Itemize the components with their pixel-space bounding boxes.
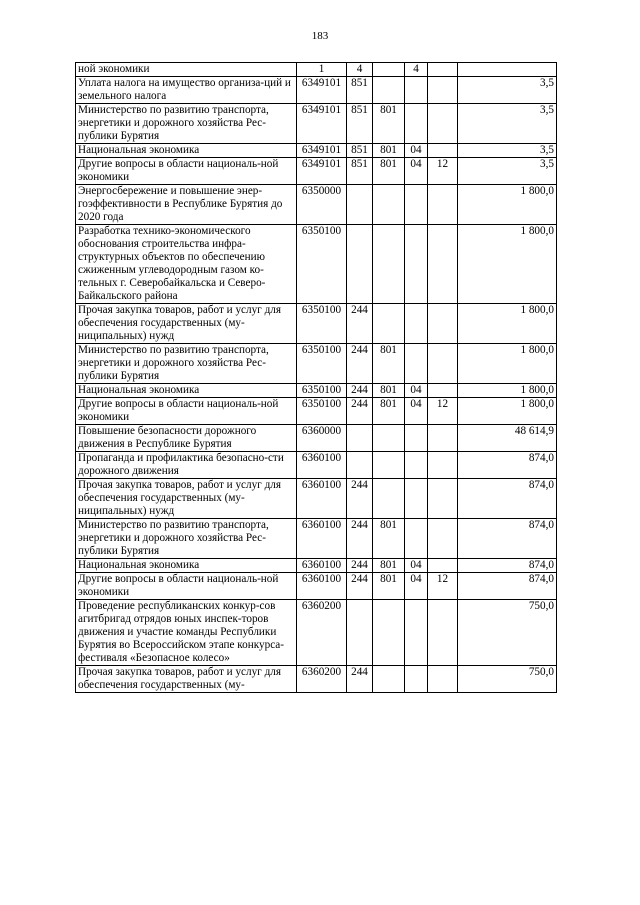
- cell-target-article: 6350000: [297, 185, 347, 225]
- cell-target-article: 6350100: [297, 398, 347, 425]
- cell-subsection: 12: [428, 398, 458, 425]
- cell-target-article: 6360000: [297, 425, 347, 452]
- cell-expense-type: [347, 225, 373, 304]
- cell-ministry-code: 801: [373, 104, 405, 144]
- cell-amount: 1 800,0: [458, 344, 557, 384]
- cell-expense-type: 244: [347, 398, 373, 425]
- cell-expense-type: 244: [347, 559, 373, 573]
- table-row: [76, 77, 557, 104]
- cell-ministry-code: [373, 63, 405, 77]
- cell-target-article: 6349101: [297, 77, 347, 104]
- cell-section: 04: [405, 559, 428, 573]
- cell-section: [405, 425, 428, 452]
- cell-name: Министерство по развитию транспорта, энергетики и дорожного хозяйства Рес-публики Бурятия: [76, 519, 297, 559]
- cell-target-article: 6349101: [297, 158, 347, 185]
- cell-name: Пропаганда и профилактика безопасно-сти дорожного движения: [76, 452, 297, 479]
- cell-subsection: [428, 600, 458, 666]
- cell-amount: 874,0: [458, 573, 557, 600]
- table-row: [76, 573, 557, 600]
- cell-subsection: [428, 225, 458, 304]
- cell-ministry-code: [373, 225, 405, 304]
- cell-expense-type: 244: [347, 479, 373, 519]
- cell-target-article: 6360100: [297, 519, 347, 559]
- cell-subsection: [428, 104, 458, 144]
- cell-section: [405, 666, 428, 693]
- cell-expense-type: [347, 600, 373, 666]
- cell-name: Проведение республиканских конкур-сов агитбригад отрядов юных инспек-торов движения и участие команды Республики Бурятия во Всероссийском этапе конкурса-фестиваля «Безопасное колесо»: [76, 600, 297, 666]
- cell-target-article: 6349101: [297, 104, 347, 144]
- cell-ministry-code: 801: [373, 344, 405, 384]
- cell-target-article: 6350100: [297, 304, 347, 344]
- cell-ministry-code: [373, 479, 405, 519]
- cell-expense-type: 244: [347, 519, 373, 559]
- cell-ministry-code: 801: [373, 519, 405, 559]
- table-row: [76, 185, 557, 225]
- cell-amount: 1 800,0: [458, 304, 557, 344]
- cell-subsection: [428, 185, 458, 225]
- cell-name: Министерство по развитию транспорта, энергетики и дорожного хозяйства Рес-публики Бурятия: [76, 104, 297, 144]
- cell-amount: 874,0: [458, 519, 557, 559]
- cell-amount: 874,0: [458, 479, 557, 519]
- cell-ministry-code: [373, 600, 405, 666]
- cell-section: [405, 452, 428, 479]
- cell-amount: 1 800,0: [458, 398, 557, 425]
- cell-ministry-code: [373, 304, 405, 344]
- cell-expense-type: 244: [347, 344, 373, 384]
- cell-ministry-code: 801: [373, 398, 405, 425]
- cell-name: Национальная экономика: [76, 559, 297, 573]
- cell-subsection: [428, 479, 458, 519]
- cell-expense-type: 851: [347, 144, 373, 158]
- cell-amount: 1 800,0: [458, 225, 557, 304]
- table-row: [76, 225, 557, 304]
- cell-ministry-code: 801: [373, 559, 405, 573]
- cell-section: 04: [405, 384, 428, 398]
- table-row: [76, 479, 557, 519]
- cell-ministry-code: [373, 185, 405, 225]
- cell-target-article: 6360100: [297, 452, 347, 479]
- cell-name: ной экономики: [76, 63, 297, 77]
- cell-name: Разработка технико-экономического обоснования строительства инфра-структурных объектов по обеспечению сжиженным углеводородным газом ко-тельных г. Северобайкальска и Северо-Байкальского района: [76, 225, 297, 304]
- cell-name: Прочая закупка товаров, работ и услуг для обеспечения государственных (му-: [76, 666, 297, 693]
- cell-section: [405, 344, 428, 384]
- cell-name: Другие вопросы в области националь-ной экономики: [76, 573, 297, 600]
- cell-section: [405, 600, 428, 666]
- cell-section: [405, 225, 428, 304]
- cell-subsection: [428, 666, 458, 693]
- cell-section: [405, 479, 428, 519]
- cell-ministry-code: 801: [373, 158, 405, 185]
- table-row: [76, 384, 557, 398]
- table-row: [76, 666, 557, 693]
- cell-amount: 874,0: [458, 559, 557, 573]
- cell-target-article: 6350100: [297, 225, 347, 304]
- cell-section: [405, 104, 428, 144]
- cell-subsection: 12: [428, 158, 458, 185]
- cell-section: 04: [405, 398, 428, 425]
- cell-target-article: 6350100: [297, 384, 347, 398]
- cell-amount: 3,5: [458, 104, 557, 144]
- cell-section: [405, 519, 428, 559]
- cell-name: Прочая закупка товаров, работ и услуг для обеспечения государственных (му-ниципальных) нужд: [76, 304, 297, 344]
- cell-expense-type: 244: [347, 384, 373, 398]
- cell-name: Другие вопросы в области националь-ной экономики: [76, 158, 297, 185]
- table-row: [76, 304, 557, 344]
- table-row: [76, 452, 557, 479]
- cell-name: Национальная экономика: [76, 144, 297, 158]
- cell-ministry-code: [373, 452, 405, 479]
- cell-target-article: 6360100: [297, 573, 347, 600]
- cell-amount: 750,0: [458, 600, 557, 666]
- cell-subsection: [428, 559, 458, 573]
- cell-expense-type: 851: [347, 158, 373, 185]
- table-row: [76, 425, 557, 452]
- cell-amount: 750,0: [458, 666, 557, 693]
- cell-name: Энергосбережение и повышение энер-гоэффективности в Республике Бурятия до 2020 года: [76, 185, 297, 225]
- budget-table: [75, 62, 557, 693]
- cell-name: Министерство по развитию транспорта, энергетики и дорожного хозяйства Рес-публики Бурятия: [76, 344, 297, 384]
- cell-amount: 3,5: [458, 77, 557, 104]
- table-row: [76, 63, 557, 77]
- table-row: [76, 158, 557, 185]
- cell-expense-type: [347, 452, 373, 479]
- cell-ministry-code: 801: [373, 573, 405, 600]
- table-body: [76, 63, 557, 693]
- cell-expense-type: 244: [347, 666, 373, 693]
- cell-section: 4: [405, 63, 428, 77]
- cell-amount: 1 800,0: [458, 384, 557, 398]
- cell-expense-type: 244: [347, 304, 373, 344]
- cell-subsection: [428, 63, 458, 77]
- cell-name: Повышение безопасности дорожного движения в Республике Бурятия: [76, 425, 297, 452]
- cell-section: 04: [405, 573, 428, 600]
- cell-target-article: 6360100: [297, 559, 347, 573]
- table-row: [76, 600, 557, 666]
- cell-target-article: 6360200: [297, 600, 347, 666]
- cell-subsection: [428, 452, 458, 479]
- cell-amount: [458, 63, 557, 77]
- table-row: [76, 398, 557, 425]
- cell-expense-type: 4: [347, 63, 373, 77]
- cell-name: Прочая закупка товаров, работ и услуг для обеспечения государственных (му-ниципальных) нужд: [76, 479, 297, 519]
- cell-amount: 48 614,9: [458, 425, 557, 452]
- cell-subsection: [428, 144, 458, 158]
- cell-section: 04: [405, 144, 428, 158]
- cell-ministry-code: 801: [373, 144, 405, 158]
- cell-target-article: 6360200: [297, 666, 347, 693]
- cell-subsection: [428, 344, 458, 384]
- cell-expense-type: [347, 185, 373, 225]
- cell-ministry-code: [373, 425, 405, 452]
- cell-subsection: [428, 384, 458, 398]
- cell-target-article: 6360100: [297, 479, 347, 519]
- cell-expense-type: [347, 425, 373, 452]
- cell-target-article: 6349101: [297, 144, 347, 158]
- table-row: [76, 559, 557, 573]
- cell-amount: 874,0: [458, 452, 557, 479]
- cell-ministry-code: 801: [373, 384, 405, 398]
- cell-subsection: [428, 425, 458, 452]
- cell-target-article: 1: [297, 63, 347, 77]
- table-row: [76, 144, 557, 158]
- cell-target-article: 6350100: [297, 344, 347, 384]
- cell-subsection: [428, 304, 458, 344]
- cell-section: [405, 77, 428, 104]
- cell-expense-type: 851: [347, 77, 373, 104]
- cell-name: Национальная экономика: [76, 384, 297, 398]
- page-number: 183: [311, 30, 329, 42]
- cell-section: [405, 304, 428, 344]
- table-row: [76, 104, 557, 144]
- cell-section: 04: [405, 158, 428, 185]
- cell-section: [405, 185, 428, 225]
- cell-expense-type: 244: [347, 573, 373, 600]
- cell-ministry-code: [373, 666, 405, 693]
- table-row: [76, 344, 557, 384]
- cell-subsection: [428, 519, 458, 559]
- cell-amount: 3,5: [458, 144, 557, 158]
- cell-name: Уплата налога на имущество организа-ций и земельного налога: [76, 77, 297, 104]
- table-row: [76, 519, 557, 559]
- cell-subsection: [428, 77, 458, 104]
- cell-subsection: 12: [428, 573, 458, 600]
- cell-expense-type: 851: [347, 104, 373, 144]
- cell-ministry-code: [373, 77, 405, 104]
- cell-name: Другие вопросы в области националь-ной экономики: [76, 398, 297, 425]
- cell-amount: 3,5: [458, 158, 557, 185]
- cell-amount: 1 800,0: [458, 185, 557, 225]
